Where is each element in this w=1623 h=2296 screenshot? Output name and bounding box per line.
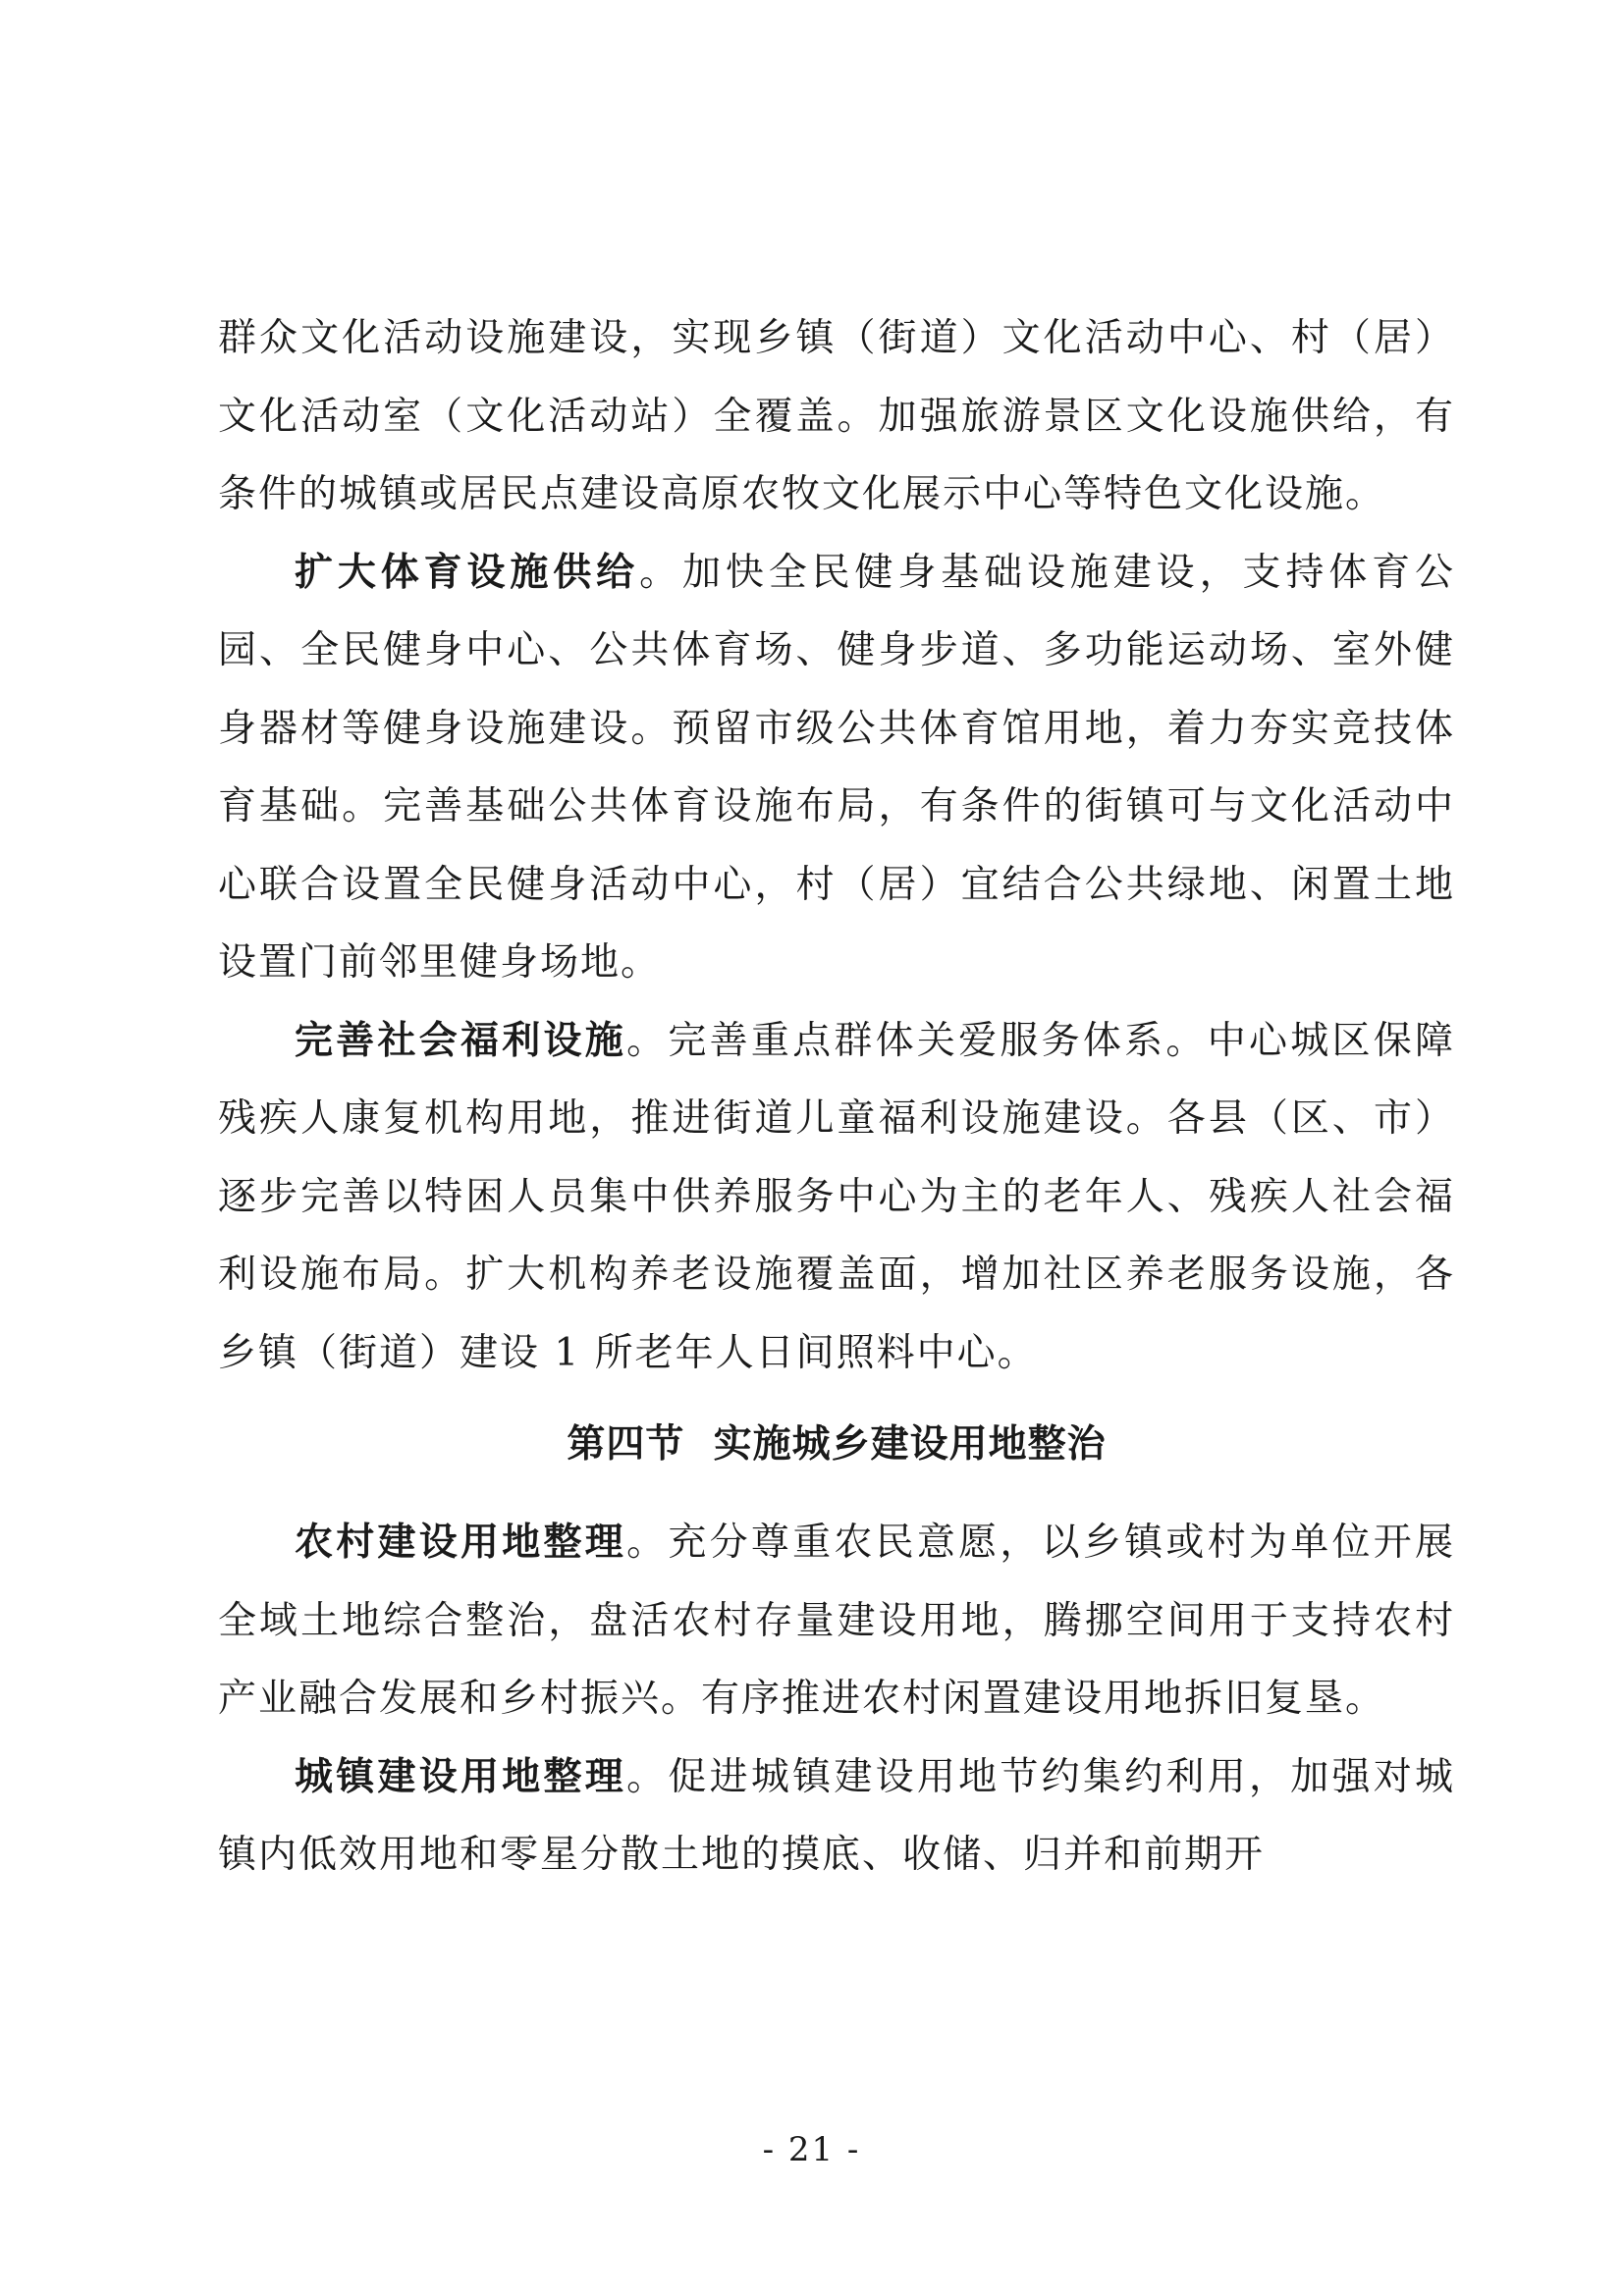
- section-title: 第四节 实施城乡建设用地整治: [567, 1422, 1107, 1467]
- paragraph-lead-heading: 城镇建设用地整理: [295, 1754, 627, 1799]
- paragraph-welfare-facilities: [218, 1002, 1455, 1393]
- paragraph-lead-heading: 农村建设用地整理: [295, 1521, 627, 1565]
- paragraph-urban-land: [218, 1738, 1455, 1895]
- paragraph-sports-facilities: [218, 534, 1455, 1002]
- page-content: [218, 299, 1455, 1895]
- paragraph-lead-heading: 完善社会福利设施: [295, 1018, 627, 1063]
- page-number: - 21 -: [762, 2130, 861, 2169]
- paragraph-text: 。充分尊重农民意愿，以乡镇或村为单位开展全域土地综合整治，盘活农村存量建设用地，腾挪空间用于支持农村产业融合发展和乡村振兴。有序推进农村闲置建设用地拆旧复垦。: [218, 1521, 1455, 1721]
- paragraph-text: 群众文化活动设施建设，实现乡镇（街道）文化活动中心、村（居）文化活动室（文化活动站）全覆盖。加强旅游景区文化设施供给，有条件的城镇或居民点建设高原农牧文化展示中心等特色文化设施。: [218, 316, 1455, 516]
- paragraph-text: 。加快全民健身基础设施建设，支持体育公园、全民健身中心、公共体育场、健身步道、多功能运动场、室外健身器材等健身设施建设。预留市级公共体育馆用地，着力夯实竞技体育基础。完善基础公共体育设施布局，有条件的街镇可与文化活动中心联合设置全民健身活动中心，村（居）宜结合公共绿地、闲置土地设置门前邻里健身场地。: [218, 550, 1455, 985]
- paragraph-lead-heading: 扩大体育设施供给: [295, 550, 640, 595]
- paragraph-rural-land: [218, 1504, 1455, 1738]
- paragraph-text: 。促进城镇建设用地节约集约利用，加强对城镇内低效用地和零星分散土地的摸底、收储、归并和前期开: [218, 1754, 1455, 1877]
- paragraph-culture-facilities: [218, 299, 1455, 534]
- paragraph-text: 。完善重点群体关爱服务体系。中心城区保障残疾人康复机构用地，推进街道儿童福利设施建设。各县（区、市）逐步完善以特困人员集中供养服务中心为主的老年人、残疾人社会福利设施布局。扩大机构养老设施覆盖面，增加社区养老服务设施，各乡镇（街道）建设 1 所老年人日间照料中心。: [218, 1018, 1455, 1375]
